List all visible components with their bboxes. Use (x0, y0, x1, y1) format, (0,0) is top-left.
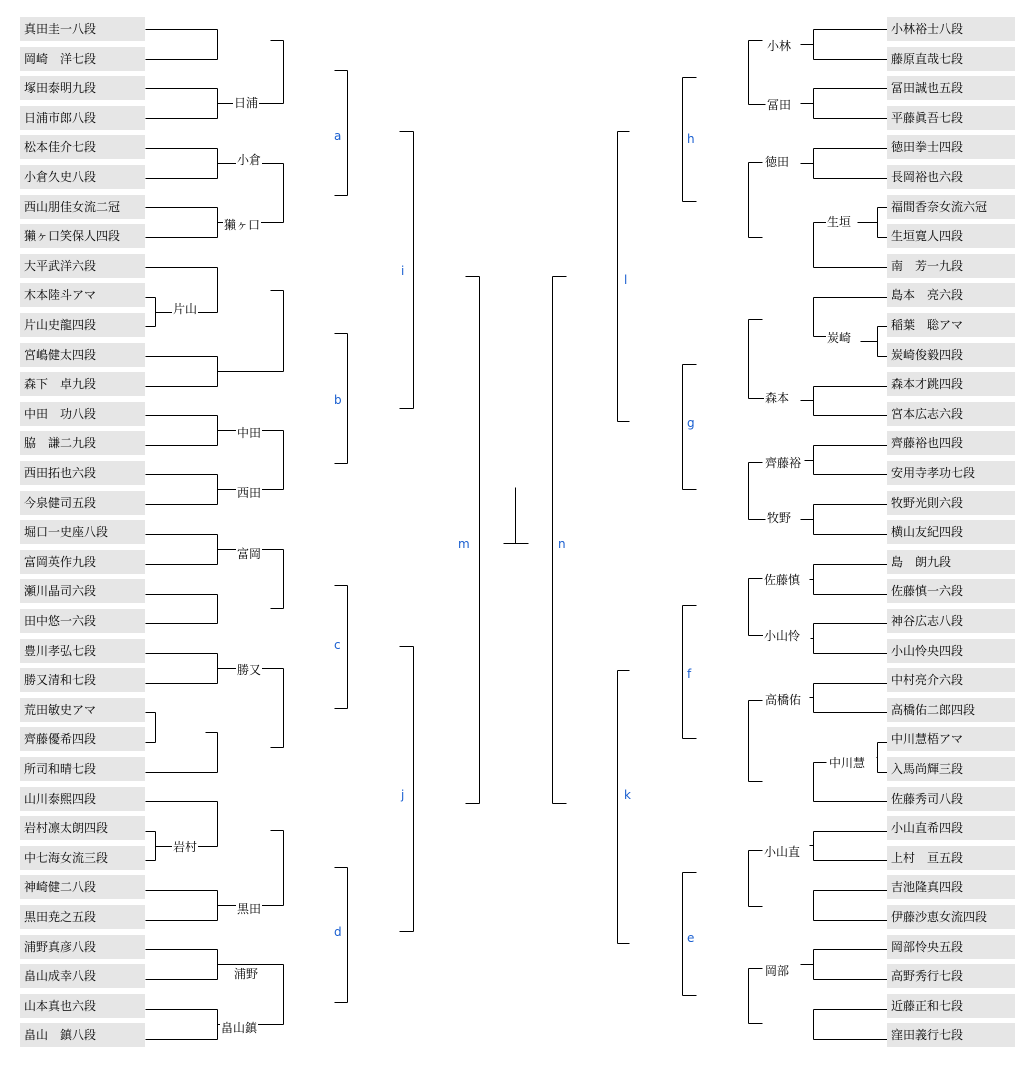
player-box: 西山朋佳女流二冠 (20, 195, 145, 219)
player-box: 高橋佑二郎四段 (887, 698, 1015, 722)
winner-label: 生垣 (827, 215, 852, 229)
player-box: 佐藤慎一六段 (887, 579, 1015, 603)
winner-label: 中田 (237, 426, 262, 440)
player-box: 塚田泰明九段 (20, 76, 145, 100)
winner-label: 小林 (767, 39, 792, 53)
player-box: 平藤眞吾七段 (887, 106, 1015, 130)
player-box: 神崎健二八段 (20, 875, 145, 899)
winner-label: 西田 (237, 486, 262, 500)
player-box: 田中悠一六段 (20, 609, 145, 633)
block-label: i (401, 264, 405, 278)
player-box: 所司和晴七段 (20, 757, 145, 781)
player-box: 大平武洋六段 (20, 254, 145, 278)
player-box: 高野秀行七段 (887, 964, 1015, 988)
player-box: 真田圭一八段 (20, 17, 145, 41)
player-box: 横山友紀四段 (887, 520, 1015, 544)
player-box: 冨田誠也五段 (887, 76, 1015, 100)
player-box: 堀口一史座八段 (20, 520, 145, 544)
player-box: 浦野真彦八段 (20, 935, 145, 959)
block-label: c (334, 638, 341, 652)
winner-label: 日浦 (234, 96, 259, 110)
player-box: 松本佳介七段 (20, 135, 145, 159)
player-box: 伊藤沙恵女流四段 (887, 905, 1015, 929)
player-box: 入馬尚輝三段 (887, 757, 1015, 781)
player-box: 森下 卓九段 (20, 372, 145, 396)
player-box: 長岡裕也六段 (887, 165, 1015, 189)
player-box: 畠山成幸八段 (20, 964, 145, 988)
winner-label: 小倉 (237, 153, 262, 167)
player-box: 木本陸斗アマ (20, 283, 145, 307)
winner-label: 高橋佑 (765, 693, 802, 707)
block-label: d (334, 925, 342, 939)
player-box: 中田 功八段 (20, 402, 145, 426)
player-box: 南 芳一九段 (887, 254, 1015, 278)
player-box: 西田拓也六段 (20, 461, 145, 485)
player-box: 福間香奈女流六冠 (887, 195, 1015, 219)
block-label: b (334, 393, 342, 407)
player-box: 瀬川晶司六段 (20, 579, 145, 603)
player-box: 島本 亮六段 (887, 283, 1015, 307)
player-box: 牧野光則六段 (887, 491, 1015, 515)
player-box: 生垣寛人四段 (887, 224, 1015, 248)
block-label: k (624, 788, 631, 802)
player-box: 岡崎 洋七段 (20, 47, 145, 71)
player-box: 今泉健司五段 (20, 491, 145, 515)
block-label: f (687, 667, 692, 681)
player-box: 獺ヶ口笑保人四段 (20, 224, 145, 248)
player-box: 岡部怜央五段 (887, 935, 1015, 959)
winner-label: 黒田 (237, 902, 262, 916)
player-box: 近藤正和七段 (887, 994, 1015, 1018)
player-box: 小山怜央四段 (887, 639, 1015, 663)
player-box: 豊川孝弘七段 (20, 639, 145, 663)
winner-label: 牧野 (767, 511, 792, 525)
player-box: 黒田尭之五段 (20, 905, 145, 929)
winner-label: 徳田 (765, 155, 790, 169)
winner-label: 獺ヶ口 (224, 218, 261, 232)
winner-label: 富岡 (237, 547, 262, 561)
player-box: 小倉久史八段 (20, 165, 145, 189)
player-box: 富岡英作九段 (20, 550, 145, 574)
winner-label: 岩村 (173, 840, 198, 854)
player-box: 岩村凛太朗四段 (20, 816, 145, 840)
block-label: l (624, 273, 628, 287)
winner-label: 勝又 (237, 663, 262, 677)
player-box: 中村亮介六段 (887, 668, 1015, 692)
player-box: 窪田義行七段 (887, 1023, 1015, 1047)
player-box: 荒田敏史アマ (20, 698, 145, 722)
player-box: 小林裕士八段 (887, 17, 1015, 41)
player-box: 中川慧梧アマ (887, 727, 1015, 751)
player-box: 宮嶋健太四段 (20, 343, 145, 367)
block-label: a (334, 129, 342, 143)
block-label: h (687, 132, 695, 146)
winner-label: 片山 (173, 302, 198, 316)
player-box: 山川泰熙四段 (20, 787, 145, 811)
winner-label: 小山怜 (764, 629, 801, 643)
player-box: 佐藤秀司八段 (887, 787, 1015, 811)
winner-label: 中川慧 (829, 756, 866, 770)
player-box: 宮本広志六段 (887, 402, 1015, 426)
winner-label: 齊藤裕 (765, 456, 802, 470)
player-box: 島 朗九段 (887, 550, 1015, 574)
player-box: 勝又清和七段 (20, 668, 145, 692)
player-box: 上村 亘五段 (887, 846, 1015, 870)
player-box: 森本才跳四段 (887, 372, 1015, 396)
winner-label: 小山直 (764, 845, 801, 859)
player-box: 神谷広志八段 (887, 609, 1015, 633)
player-box: 安用寺孝功七段 (887, 461, 1015, 485)
player-box: 小山直希四段 (887, 816, 1015, 840)
player-box: 山本真也六段 (20, 994, 145, 1018)
block-label: e (687, 931, 695, 945)
block-label: n (558, 537, 566, 551)
player-box: 稲葉 聡アマ (887, 313, 1015, 337)
player-box: 脇 謙二九段 (20, 431, 145, 455)
winner-label: 炭崎 (827, 331, 852, 345)
block-label: g (687, 416, 695, 430)
block-label: j (401, 788, 405, 802)
player-box: 齊藤優希四段 (20, 727, 145, 751)
player-box: 吉池隆真四段 (887, 875, 1015, 899)
winner-label: 森本 (765, 391, 790, 405)
block-label: m (458, 537, 470, 551)
winner-label: 冨田 (767, 98, 792, 112)
player-box: 齊藤裕也四段 (887, 431, 1015, 455)
player-box: 畠山 鎮八段 (20, 1023, 145, 1047)
player-box: 徳田拳士四段 (887, 135, 1015, 159)
player-box: 中七海女流三段 (20, 846, 145, 870)
winner-label: 浦野 (234, 967, 259, 981)
winner-label: 佐藤慎 (764, 573, 801, 587)
winner-label: 畠山鎮 (221, 1021, 258, 1035)
player-box: 日浦市郎八段 (20, 106, 145, 130)
winner-label: 岡部 (765, 964, 790, 978)
player-box: 藤原直哉七段 (887, 47, 1015, 71)
player-box: 炭崎俊毅四段 (887, 343, 1015, 367)
player-box: 片山史龍四段 (20, 313, 145, 337)
